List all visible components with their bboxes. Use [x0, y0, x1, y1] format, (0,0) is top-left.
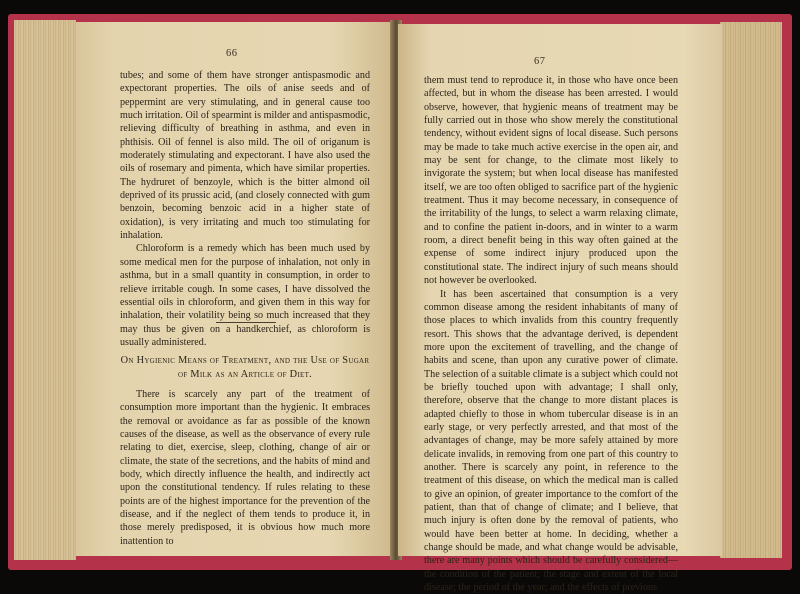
- paragraph: tubes; and some of them have stronger antispasmodic and expectorant properties. The oils of anise seeds and of peppermint are very stimulating, and in general cause too much irritation. Oil of spearmint is milder and antispasmodic, relieving difficulty of breathing in asthma, and even in phthisis. Oil of fennel is also mild. The oil of origanum is moderately stimulating and expectorant. I have also used the oils of rosemary and pimenta, which have similar properties. The hydruret of benzoyle, which is the bitter almond oil deprived of its prussic acid, (and closely connected with gum benzoin, becoming benzoic acid in a higher state of oxidation), is very irritating and much too stimulating for inhalation.: [120, 69, 370, 242]
- left-page-number: 66: [226, 48, 238, 59]
- right-page-text: [424, 74, 678, 594]
- right-page-number: 67: [534, 56, 546, 67]
- left-page-text-top: [120, 69, 370, 349]
- left-page-text-bottom: [120, 388, 370, 548]
- section-divider: [216, 322, 276, 323]
- right-page: [398, 24, 722, 556]
- paragraph: It has been ascertained that consumption is a very common disease among the resident inhabitants of many of those places to which invalids from this country frequently resort. This shows that the advantage derived, is dependent more upon the excitement of travelling, and the change of habits and scene, than upon any curative power of climate. The selection of a suitable climate is a subject which could not be briefly touched upon with advantage; I shall only, therefore, observe that the change to more distant places is adapted chiefly to those in whom tubercular disease is in an early stage, or very perfectly arrested, and that most of the advantages of change, may be more safely attained by more delicate invalids, in removing from one part of this country to another. There is scarcely any point, in reference to the treatment of this disease, on which the medical man is called to give an opinion, of greater importance to the comfort of the patient, than that of change of climate; and I believe, that much injury is often done by the removal of patients, who would have been better at home. In deciding, whether a change should be made, and what change would be advisable, there are many points which should be carefully considered—the condition of the patient; the stage and extent of the local disease; the period of the year; and the effects of previous: [424, 288, 678, 594]
- paragraph: There is scarcely any part of the treatment of consumption more important than the hygienic. It embraces the removal or avoidance as far as possible of the known causes of the disease, as well as the observance of every rule relating to diet, exercise, sleep, clothing, change of air or climate, the state of the secretions, and the habits of mind and body, which directly influence the health, and indirectly act upon the constitutional tendency. If rules relating to these points are of the highest importance for the prevention of the disease, and if the neglect of them tends to produce it, in those merely predisposed, it is obvious how much more inattention to: [120, 388, 370, 548]
- left-page: [76, 22, 394, 556]
- paragraph: Chloroform is a remedy which has been much used by some medical men for the purpose of inhalation, not only in asthma, but in a small quantity in consumption, in order to relieve irritable cough. In some cases, I have dissolved the essential oils in chloroform, and given them in this way for inhalation, their volatility being so much increased that they may thus be given on a handkerchief, as chloroform is usually administered.: [120, 242, 370, 349]
- paragraph: them must tend to reproduce it, in those who have once been affected, but in whom the disease has been arrested. I would observe, however, that hygienic means of treatment may be fully carried out in those who show merely the constitutional tendency, without evident signs of local disease. Such persons may be made to take much active exercise in the open air, and may be sent for change, to the climate most likely to invigorate the system; but when local disease has manifested itself, we are too often obliged to sacrifice part of the hygienic treatment. Thus it may become necessary, in consequence of the irritability of the lungs, to select a warm relaxing climate, and to confine the patient in-doors, and in winter to a warm room, a direct benefit being in this way often gained at the expense of some indirect injury produced upon the constitutional state. The indirect injury of such means should not however be overlooked.: [424, 74, 678, 288]
- right-page-edges: [720, 22, 782, 558]
- left-page-edges: [14, 20, 76, 560]
- section-heading: On Hygienic Means of Treatment, and the Use of Sugar of Milk as an Article of Diet.: [116, 354, 374, 381]
